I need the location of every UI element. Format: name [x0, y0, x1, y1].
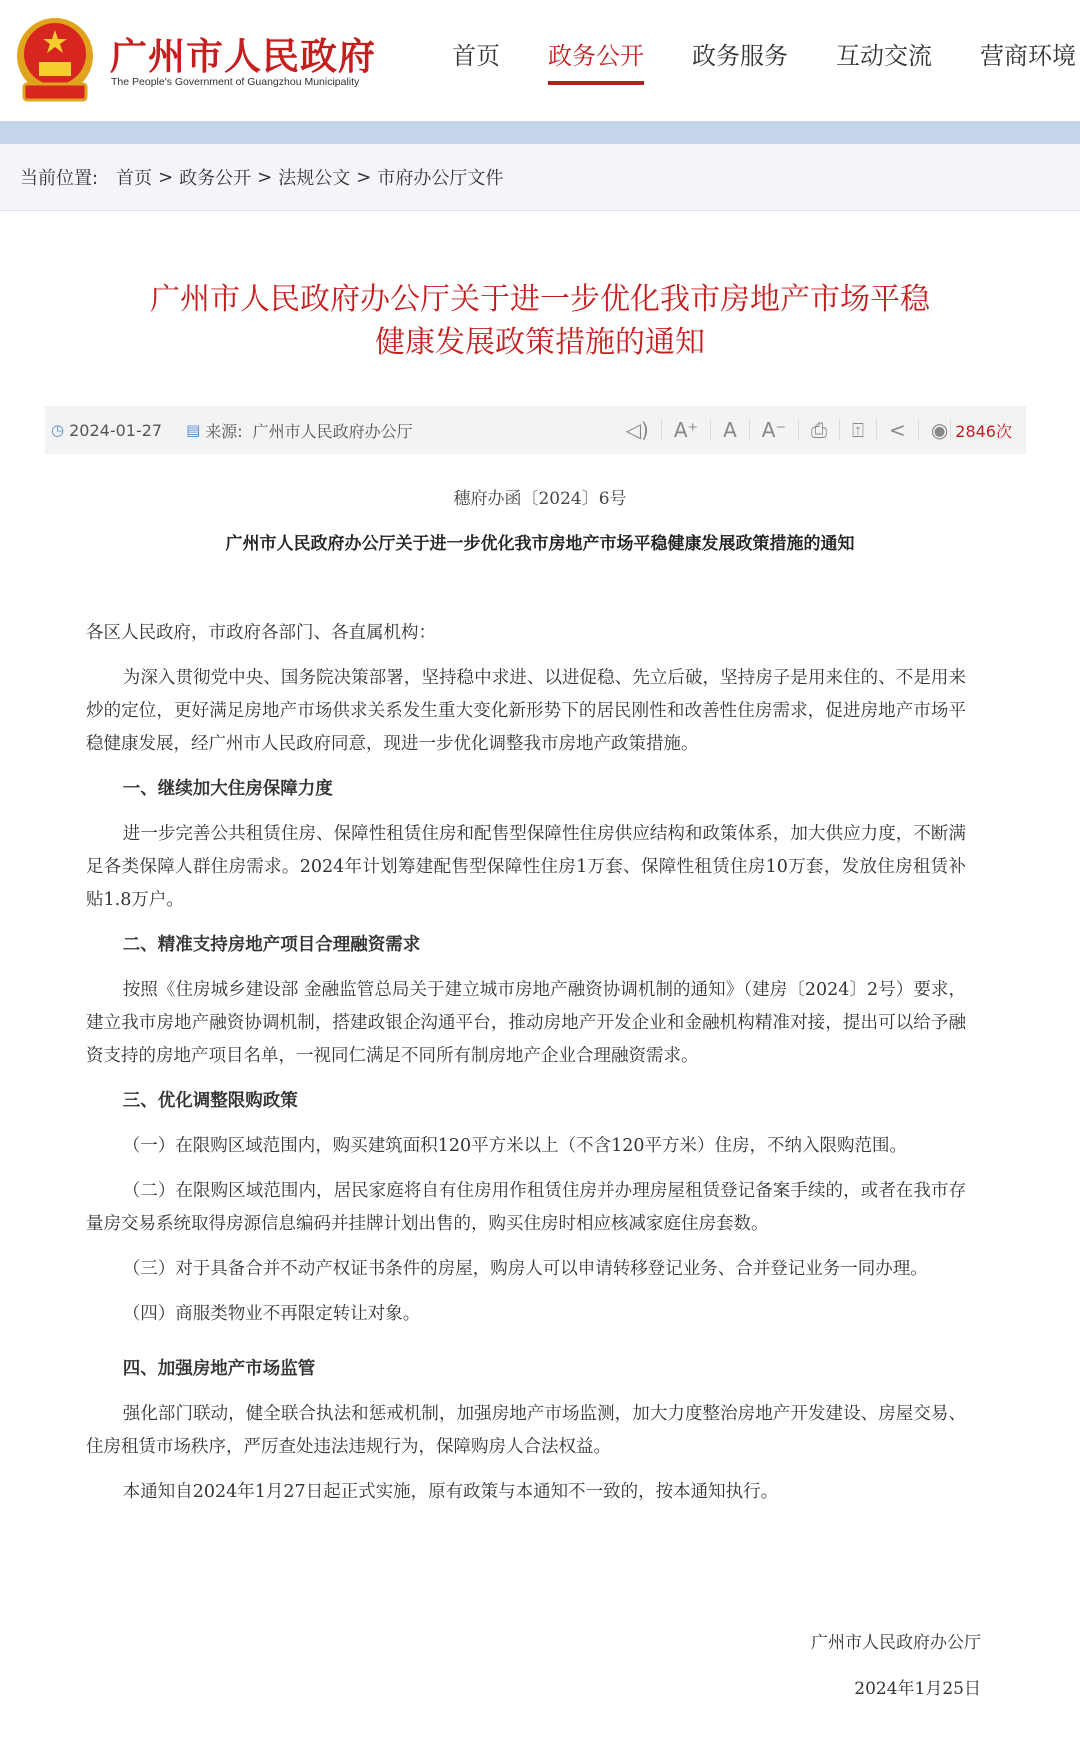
- article-body: [86, 617, 966, 1521]
- breadcrumb-label: 当前位置:: [20, 168, 99, 189]
- section-heading: 四、加强房地产市场监管: [122, 1359, 316, 1379]
- document-subtitle: 广州市人民政府办公厅关于进一步优化我市房地产市场平稳健康发展政策措施的通知: [225, 534, 855, 554]
- article-toolbar: [45, 406, 1026, 454]
- paragraph: （三）对于具备合并不动产权证书条件的房屋，购房人可以申请转移登记业务、合并登记业务一同办理。: [122, 1259, 928, 1279]
- article-title: [0, 278, 1080, 364]
- header-band: [0, 121, 1080, 144]
- breadcrumb: [0, 144, 1080, 211]
- document-icon: ▤: [186, 421, 201, 439]
- main-nav: [452, 36, 1080, 84]
- publish-date: 2024-01-27: [69, 420, 163, 440]
- nav-interaction[interactable]: 互动交流: [836, 42, 932, 70]
- section-heading: 三、优化调整限购政策: [122, 1091, 298, 1111]
- paragraph: 强化部门联动，健全联合执法和惩戒机制，加强房地产市场监测，加大力度整治房地产开发建设、房屋交易、住房租赁市场秩序，严厉查处违法违规行为，保障购房人合法权益。: [86, 1404, 966, 1457]
- view-count: 2846次: [955, 421, 1012, 441]
- paragraph: （一）在限购区域范围内，购买建筑面积120平方米以上（不含120平方米）住房，不纳入限购范围。: [122, 1136, 908, 1156]
- tool-buttons: [614, 419, 1026, 442]
- nav-gov-services[interactable]: 政务服务: [692, 42, 788, 70]
- print-icon[interactable]: ⎙: [799, 419, 840, 441]
- nav-gov-affairs-open[interactable]: 政务公开: [548, 36, 644, 84]
- national-emblem-logo[interactable]: [14, 16, 96, 104]
- section-heading: 二、精准支持房地产项目合理融资需求: [122, 935, 421, 955]
- font-reset-icon[interactable]: A: [711, 419, 750, 441]
- site-subtitle: The People's Government of Guangzhou Municipality: [111, 76, 360, 88]
- breadcrumb-office-docs[interactable]: 市府办公厅文件: [377, 168, 504, 189]
- breadcrumb-sep: >: [356, 166, 372, 188]
- breadcrumb-regulations[interactable]: 法规公文: [278, 168, 351, 189]
- source-value: 广州市人民政府办公厅: [252, 421, 413, 441]
- paragraph: 进一步完善公共租赁住房、保障性租赁住房和配售型保障性住房供应结构和政策体系，加大供应力度，不断满足各类保障人群住房需求。2024年计划筹建配售型保障性住房1万套、保障性租赁住房10万套，发放住房租赁补贴1.8万户。: [86, 824, 966, 910]
- article-title-line: 广州市人民政府办公厅关于进一步优化我市房地产市场平稳: [150, 282, 930, 317]
- breadcrumb-sep: >: [257, 166, 273, 188]
- bookmark-icon[interactable]: ⍐: [840, 419, 877, 441]
- paragraph: 各区人民政府，市政府各部门、各直属机构：: [86, 623, 436, 643]
- paragraph: （二）在限购区域范围内，居民家庭将自有住房用作租赁住房并办理房屋租赁登记备案手续的，或者在我市存量房交易系统取得房源信息编码并挂牌计划出售的，购买住房时相应核减家庭住房套数。: [86, 1181, 966, 1234]
- article-title-line: 健康发展政策措施的通知: [375, 325, 705, 360]
- nav-business-env[interactable]: 营商环境: [980, 42, 1076, 70]
- site-header: [0, 0, 1080, 121]
- share-icon[interactable]: <: [877, 419, 919, 441]
- breadcrumb-home[interactable]: 首页: [116, 168, 153, 189]
- section-heading: 一、继续加大住房保障力度: [122, 779, 333, 799]
- clock-icon: ◷: [51, 421, 65, 439]
- speaker-icon[interactable]: ◁): [614, 419, 662, 441]
- source-label: 来源:: [205, 421, 243, 441]
- signature-org: 广州市人民政府办公厅: [811, 1633, 981, 1653]
- paragraph: 本通知自2024年1月27日起正式实施，原有政策与本通知不一致的，按本通知执行。: [122, 1482, 779, 1502]
- paragraph: 按照《住房城乡建设部 金融监管总局关于建立城市房地产融资协调机制的通知》（建房〔2024〕2号）要求，建立我市房地产融资协调机制，搭建政银企沟通平台，推动房地产开发企业和金融机构精准对接，提出可以给予融资支持的房地产项目名单，一视同仁满足不同所有制房地产企业合理融资需求。: [86, 980, 966, 1066]
- breadcrumb-sep: >: [158, 166, 174, 188]
- font-increase-icon[interactable]: A⁺: [662, 419, 711, 441]
- paragraph: 为深入贯彻党中央、国务院决策部署，坚持稳中求进、以进促稳、先立后破，坚持房子是用来住的、不是用来炒的定位，更好满足房地产市场供求关系发生重大变化新形势下的居民刚性和改善性住房需求，促进房地产市场平稳健康发展，经广州市人民政府同意，现进一步优化调整我市房地产政策措施。: [86, 668, 966, 754]
- nav-home[interactable]: 首页: [452, 42, 500, 70]
- document-number: 穗府办函〔2024〕6号: [453, 489, 627, 509]
- site-title[interactable]: 广州市人民政府: [110, 35, 376, 78]
- breadcrumb-gov-open[interactable]: 政务公开: [179, 168, 252, 189]
- eye-icon: ◉: [919, 419, 951, 441]
- paragraph: （四）商服类物业不再限定转让对象。: [122, 1304, 421, 1324]
- font-decrease-icon[interactable]: A⁻: [750, 419, 799, 441]
- signature-date: 2024年1月25日: [854, 1679, 981, 1699]
